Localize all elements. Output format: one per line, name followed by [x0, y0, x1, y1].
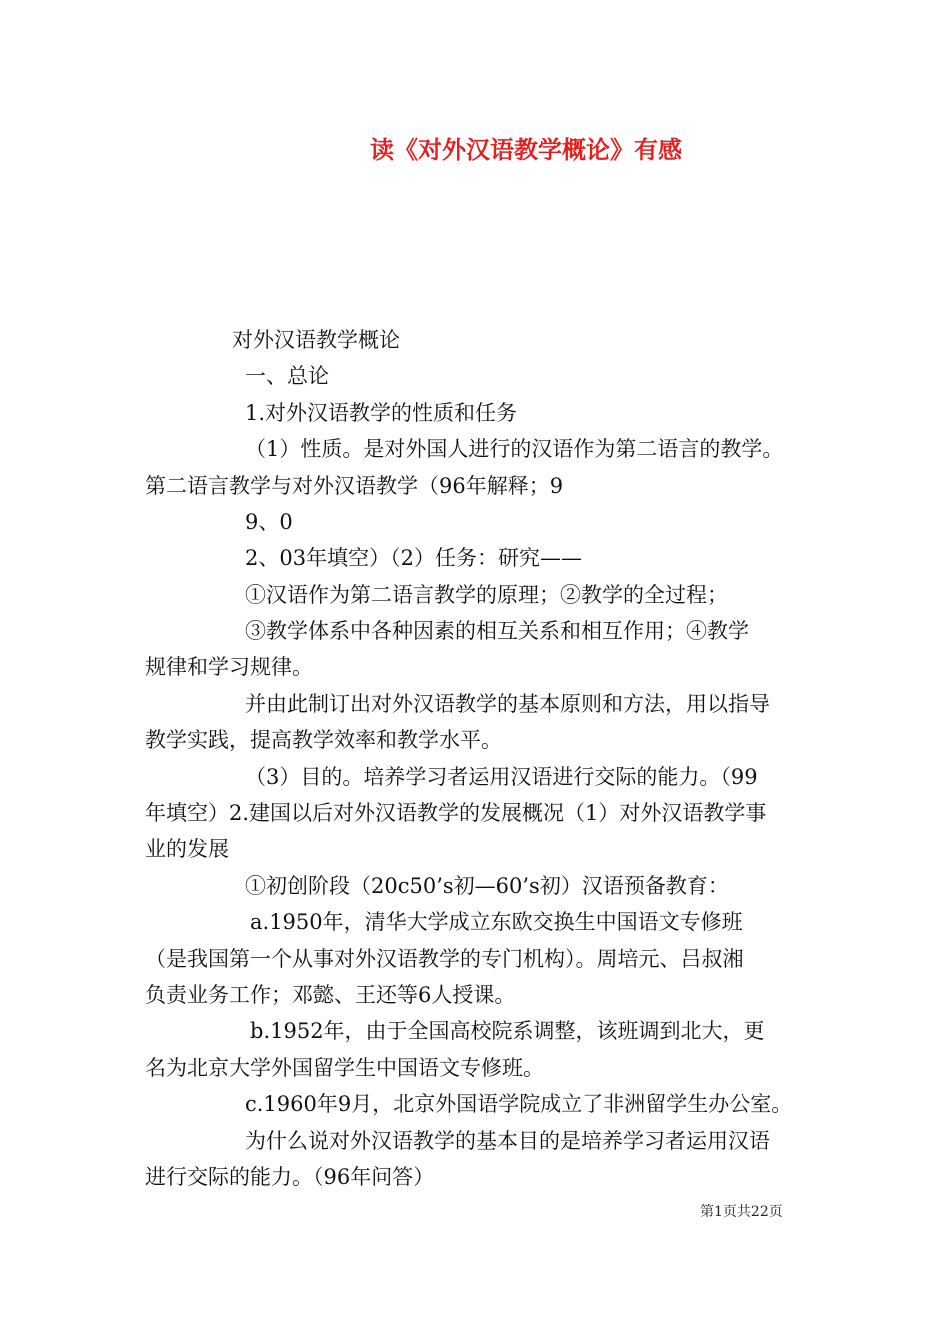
text-line: 2、03年填空）（2）任务：研究——: [245, 546, 582, 570]
text-line: （是我国第一个从事对外汉语教学的专门机构）。周培元、吕叔湘: [145, 947, 744, 971]
text-line: ③教学体系中各种因素的相互关系和相互作用；④教学: [245, 619, 749, 643]
text-line: 并由此制订出对外汉语教学的基本原则和方法，用以指导: [245, 692, 770, 716]
text-line: a.1950年，清华大学成立东欧交换生中国语文专修班: [250, 910, 743, 934]
text-line: 进行交际的能力。（96年问答）: [145, 1165, 435, 1189]
text-line: 一、总论: [245, 364, 329, 388]
text-line: 对外汉语教学概论: [232, 328, 400, 352]
text-line: 9、0: [245, 510, 293, 534]
text-line: b.1952年，由于全国高校院系调整，该班调到北大，更: [250, 1019, 765, 1043]
text-line: （3）目的。培养学习者运用汉语进行交际的能力。（99: [245, 765, 758, 789]
text-line: 业的发展: [145, 837, 229, 861]
text-line: （1）性质。是对外国人进行的汉语作为第二语言的教学。: [245, 437, 784, 461]
text-line: 负责业务工作；邓懿、王还等6人授课。: [145, 983, 516, 1007]
document-title: 读《对外汉语教学概论》有感: [370, 135, 682, 164]
text-line: c.1960年9月，北京外国语学院成立了非洲留学生办公室。: [245, 1092, 793, 1116]
text-line: 规律和学习规律。: [145, 655, 313, 679]
text-line: 名为北京大学外国留学生中国语文专修班。: [145, 1056, 544, 1080]
text-line: 年填空）2.建国以后对外汉语教学的发展概况（1）对外汉语教学事: [145, 801, 767, 825]
page-number-footer: 第1页共22页: [700, 1204, 783, 1220]
text-line: 1.对外汉语教学的性质和任务: [245, 401, 518, 425]
text-line: 教学实践，提高教学效率和教学水平。: [145, 728, 502, 752]
text-line: 为什么说对外汉语教学的基本目的是培养学习者运用汉语: [245, 1129, 770, 1153]
text-line: ①汉语作为第二语言教学的原理；②教学的全过程；: [245, 583, 728, 607]
text-line: ①初创阶段（20c50’s初—60’s初）汉语预备教育：: [245, 874, 729, 898]
text-line: 第二语言教学与对外汉语教学（96年解释；9: [145, 474, 564, 498]
